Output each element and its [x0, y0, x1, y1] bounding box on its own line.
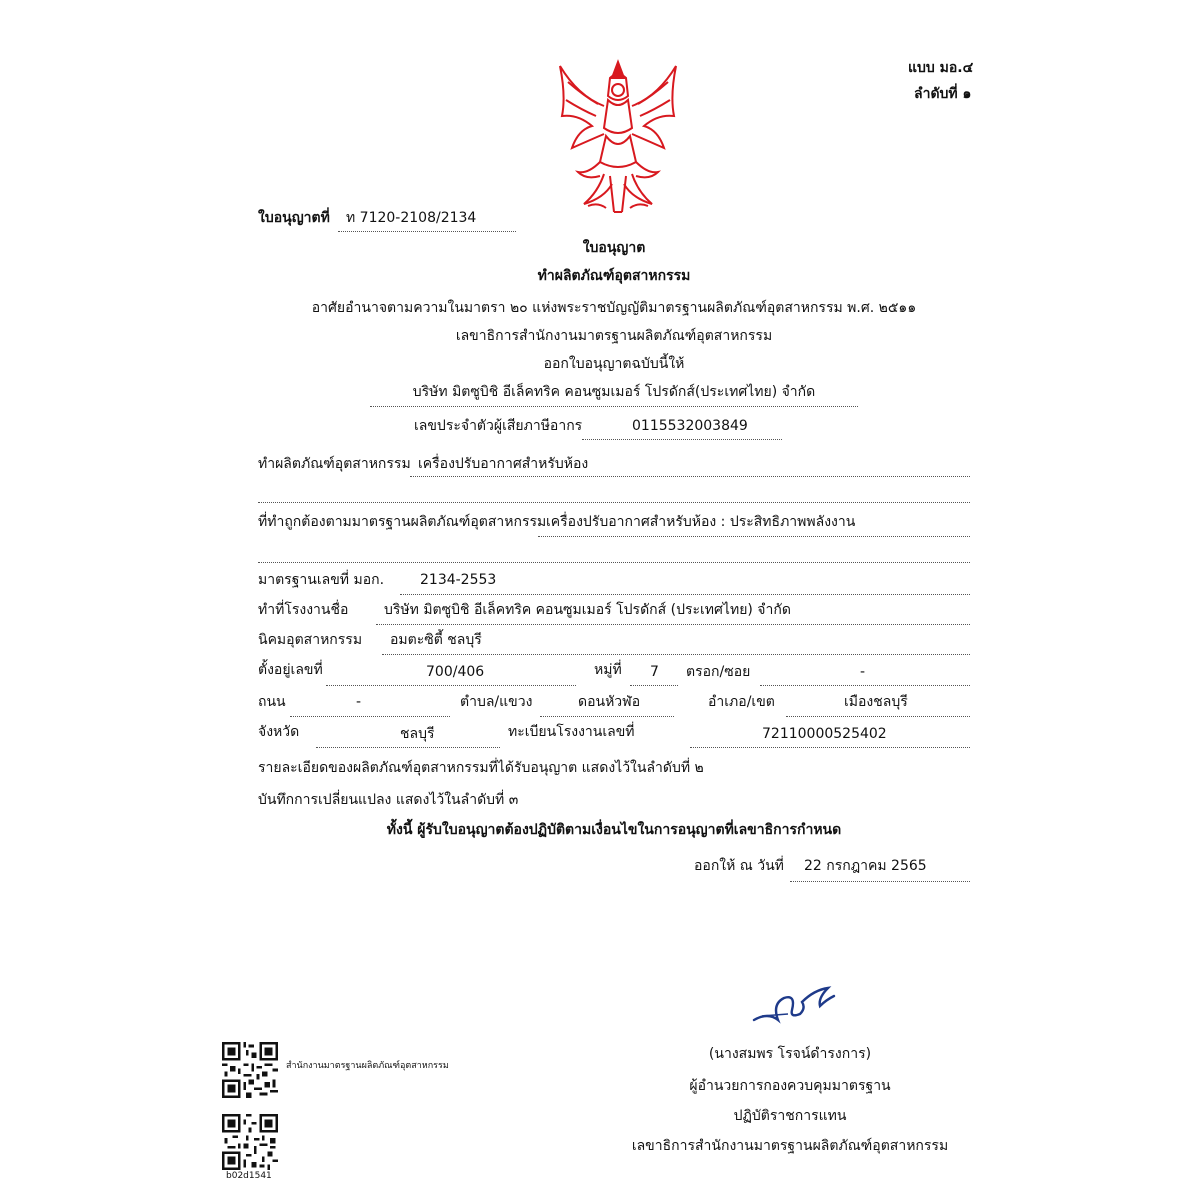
tax-id-label: เลขประจำตัวผู้เสียภาษีอากร — [414, 418, 583, 434]
road-value: - — [356, 694, 362, 710]
signatory-office: เลขาธิการสำนักงานมาตรฐานผลิตภัณฑ์อุตสาหกรรม — [631, 1138, 949, 1154]
standard-line — [538, 536, 970, 537]
issue-date-value: 22 กรกฎาคม 2565 — [804, 858, 927, 874]
estate-label: นิคมอุตสาหกรรม — [258, 632, 363, 648]
address-no-value: 700/406 — [426, 664, 485, 680]
product-line — [410, 476, 970, 477]
document-subtitle: ทำผลิตภัณฑ์อุตสาหกรรม — [537, 268, 691, 284]
standard-line-2 — [258, 562, 970, 563]
document-code: b02d1541 — [226, 1171, 272, 1181]
tax-id-value: 0115532003849 — [632, 418, 748, 434]
soi-value: - — [860, 664, 866, 680]
details-note: รายละเอียดของผลิตภัณฑ์อุตสาหกรรมที่ได้รับอนุญาต แสดงไว้ในลำดับที่ ๒ — [258, 760, 704, 776]
road-line — [290, 716, 450, 717]
qr-code-icon-2[interactable] — [222, 1114, 278, 1170]
subdistrict-value: ดอนหัวฬ่อ — [578, 694, 641, 710]
product-label: ทำผลิตภัณฑ์อุตสาหกรรม — [258, 456, 411, 472]
signature-icon — [748, 984, 838, 1028]
district-label: อำเภอ/เขต — [708, 694, 775, 710]
estate-value: อมตะซิตี้ ชลบุรี — [390, 632, 482, 648]
authority-line: อาศัยอำนาจตามความในมาตรา ๒๐ แห่งพระราชบัญญัติมาตรฐานผลิตภัณฑ์อุตสาหกรรม พ.ศ. ๒๕๑๑ — [311, 300, 917, 316]
signatory-name: (นางสมพร โรจน์ดำรงการ) — [708, 1046, 872, 1062]
company-name: บริษัท มิตซูบิชิ อีเล็คทริค คอนซูมเมอร์ โปรดักส์(ประเทศไทย) จำกัด — [412, 384, 816, 400]
signatory-position: ผู้อำนวยการกองควบคุมมาตรฐาน — [689, 1078, 891, 1094]
district-value: เมืองชลบุรี — [844, 694, 908, 710]
factory-name-line — [376, 624, 970, 625]
issuer-line: เลขาธิการสำนักงานมาตรฐานผลิตภัณฑ์อุตสาหกรรม — [455, 328, 773, 344]
registration-label: ทะเบียนโรงงานเลขที่ — [508, 724, 635, 740]
company-name-line — [370, 406, 858, 407]
address-no-line — [326, 685, 576, 686]
standard-no-line — [400, 594, 970, 595]
estate-line — [382, 654, 970, 655]
license-number-value: ท 7120-2108/2134 — [346, 210, 477, 226]
subdistrict-line — [540, 716, 674, 717]
license-number-line — [338, 231, 516, 232]
changes-note: บันทึกการเปลี่ยนแปลง แสดงไว้ในลำดับที่ ๓ — [258, 792, 519, 808]
tax-id-line — [582, 439, 782, 440]
road-label: ถนน — [258, 694, 286, 710]
factory-name-label: ทำที่โรงงานชื่อ — [258, 602, 349, 618]
document-title: ใบอนุญาต — [582, 240, 646, 256]
moo-value: 7 — [650, 664, 659, 680]
sequence-number: ลำดับที่ ๑ — [914, 86, 972, 102]
province-label: จังหวัด — [258, 724, 300, 740]
province-line — [316, 747, 500, 748]
issue-to-line: ออกใบอนุญาตฉบับนี้ให้ — [543, 356, 685, 372]
product-line-2 — [258, 502, 970, 503]
signatory-acting: ปฏิบัติราชการแทน — [733, 1108, 847, 1124]
license-number-label: ใบอนุญาตที่ — [258, 210, 330, 226]
qr-caption: สำนักงานมาตรฐานผลิตภัณฑ์อุตสาหกรรม — [286, 1061, 449, 1071]
registration-line — [690, 747, 970, 748]
form-code: แบบ มอ.๔ — [908, 60, 974, 76]
garuda-emblem-icon — [548, 56, 688, 216]
factory-name-value: บริษัท มิตซูบิชิ อีเล็คทริค คอนซูมเมอร์ โปรดักส์ (ประเทศไทย) จำกัด — [384, 602, 791, 618]
product-value: เครื่องปรับอากาศสำหรับห้อง — [418, 456, 589, 472]
standard-value: เครื่องปรับอากาศสำหรับห้อง : ประสิทธิภาพพลังงาน — [546, 514, 856, 530]
registration-value: 72110000525402 — [762, 726, 887, 742]
district-line — [786, 716, 970, 717]
province-value: ชลบุรี — [400, 726, 435, 742]
qr-code-icon[interactable] — [222, 1042, 278, 1098]
soi-line — [760, 685, 970, 686]
standard-no-value: 2134-2553 — [420, 572, 497, 588]
address-no-label: ตั้งอยู่เลขที่ — [258, 662, 323, 678]
condition-note: ทั้งนี้ ผู้รับใบอนุญาตต้องปฏิบัติตามเงื่อนไขในการอนุญาตที่เลขาธิการกำหนด — [386, 822, 842, 838]
subdistrict-label: ตำบล/แขวง — [460, 694, 533, 710]
issue-date-label: ออกให้ ณ วันที่ — [694, 858, 784, 874]
standard-no-label: มาตรฐานเลขที่ มอก. — [258, 572, 385, 588]
moo-line — [630, 685, 678, 686]
standard-label: ที่ทำถูกต้องตามมาตรฐานผลิตภัณฑ์อุตสาหกรรม — [258, 514, 547, 530]
issue-date-line — [790, 881, 970, 882]
moo-label: หมู่ที่ — [594, 662, 622, 678]
soi-label: ตรอก/ซอย — [686, 664, 751, 680]
